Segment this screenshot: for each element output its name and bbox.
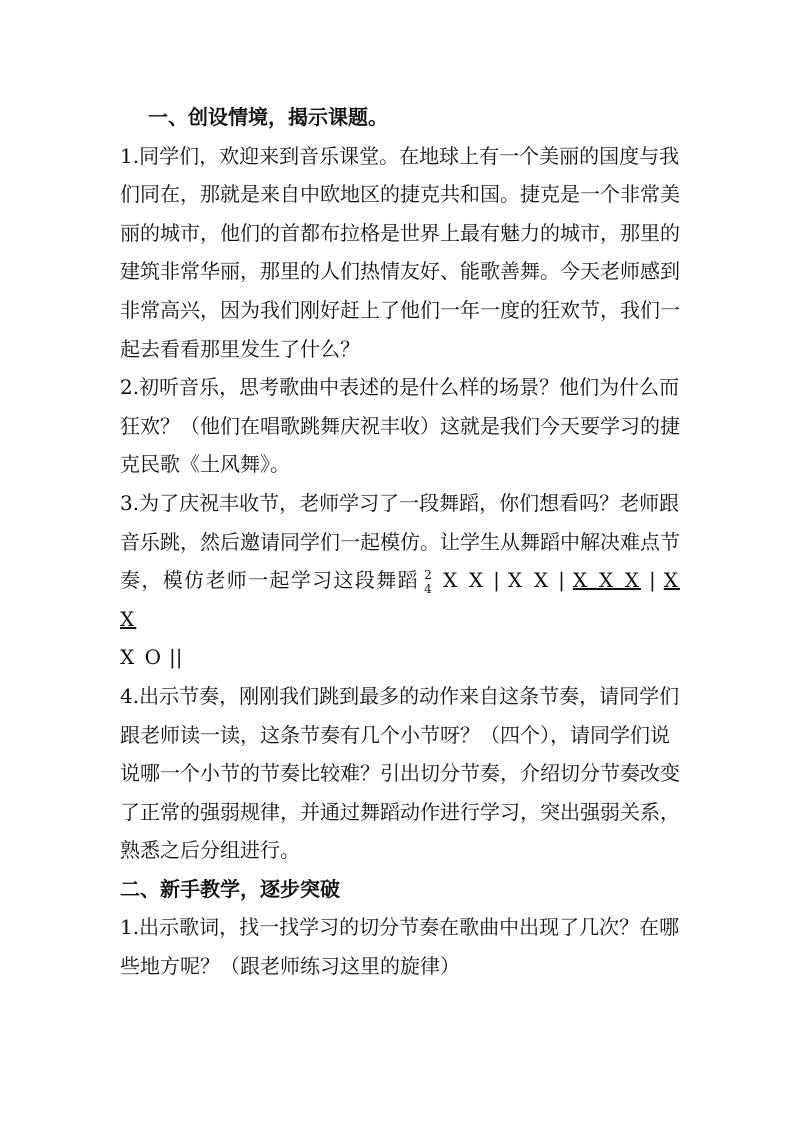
paragraph-4-line: 跟老师读一读，这条节奏有几个小节呀？（四个），请同学们说 xyxy=(120,722,670,747)
time-signature-top: 2 xyxy=(424,567,432,582)
paragraph-2 xyxy=(120,368,680,484)
paragraph-4-line: 说哪一个小节的节奏比较难？引出切分节奏，介绍切分节奏改变 xyxy=(120,761,680,786)
bar-line: | xyxy=(493,568,500,593)
time-signature xyxy=(421,568,435,596)
paragraph-3 xyxy=(120,484,680,677)
bar-line: | xyxy=(649,568,656,593)
paragraph-1-line: 丽的城市，他们的首都布拉格是世界上最有魅力的城市，那里的 xyxy=(120,220,680,245)
section-1-heading: 一、创设情境，揭示课题。 xyxy=(148,105,388,129)
paragraph-3-text: 奏，模仿老师一起学习这段舞蹈 xyxy=(120,568,419,593)
paragraph-4-line: 熟悉之后分组进行。 xyxy=(120,838,300,863)
paragraph-2-line: 2.初听音乐，思考歌曲中表述的是什么样的场景？他们为什么而 xyxy=(120,375,680,400)
final-bar-line: || xyxy=(169,645,183,670)
rhythm-measure-4b: X O xyxy=(120,645,163,670)
paragraph-2-line: 狂欢？（他们在唱歌跳舞庆祝丰收）这就是我们今天要学习的捷 xyxy=(120,413,680,438)
paragraph-4-line: 了正常的强弱规律，并通过舞蹈动作进行学习，突出强弱关系， xyxy=(120,799,680,824)
paragraph-3-line-rhythm-end xyxy=(120,638,680,677)
paragraph-1-line: 1.同学们，欢迎来到音乐课堂。在地球上有一个美丽的国度与我 xyxy=(120,143,680,168)
paragraph-4-line: 4.出示节奏，刚刚我们跳到最多的动作来自这条节奏，请同学们 xyxy=(120,683,680,708)
rhythm-measure-1: X X xyxy=(442,568,486,593)
paragraph-2-line: 克民歌《土风舞》。 xyxy=(120,452,290,477)
paragraph-1 xyxy=(120,137,680,369)
rhythm-measure-3: X X X xyxy=(572,568,642,593)
paragraph-5 xyxy=(120,908,680,985)
paragraph-3-line: 音乐跳，然后邀请同学们一起模仿。让学生从舞蹈中解决难点节 xyxy=(120,529,680,554)
paragraph-5-line: 1.出示歌词，找一找学习的切分节奏在歌曲中出现了几次？在哪 xyxy=(120,915,680,940)
paragraph-1-line: 建筑非常华丽，那里的人们热情友好、能歌善舞。今天老师感到 xyxy=(120,259,680,284)
section-2-heading: 二、新手教学，逐步突破 xyxy=(120,876,340,901)
time-signature-bottom: 4 xyxy=(424,581,432,596)
paragraph-3-line-rhythm xyxy=(120,561,680,638)
bar-line: | xyxy=(558,568,565,593)
paragraph-1-line: 们同在，那就是来自中欧地区的捷克共和国。捷克是一个非常美 xyxy=(120,182,680,207)
document-body xyxy=(120,98,680,986)
rhythm-measure-4a: X X xyxy=(120,568,681,631)
paragraph-5-line: 些地方呢？（跟老师练习这里的旋律） xyxy=(120,954,460,979)
paragraph-3-line: 3.为了庆祝丰收节，老师学习了一段舞蹈，你们想看吗？老师跟 xyxy=(120,490,680,515)
rhythm-measure-2: X X xyxy=(507,568,551,593)
paragraph-1-line: 非常高兴，因为我们刚好赶上了他们一年一度的狂欢节，我们一 xyxy=(120,297,680,322)
paragraph-4 xyxy=(120,677,680,870)
paragraph-1-line: 起去看看那里发生了什么？ xyxy=(120,336,360,361)
